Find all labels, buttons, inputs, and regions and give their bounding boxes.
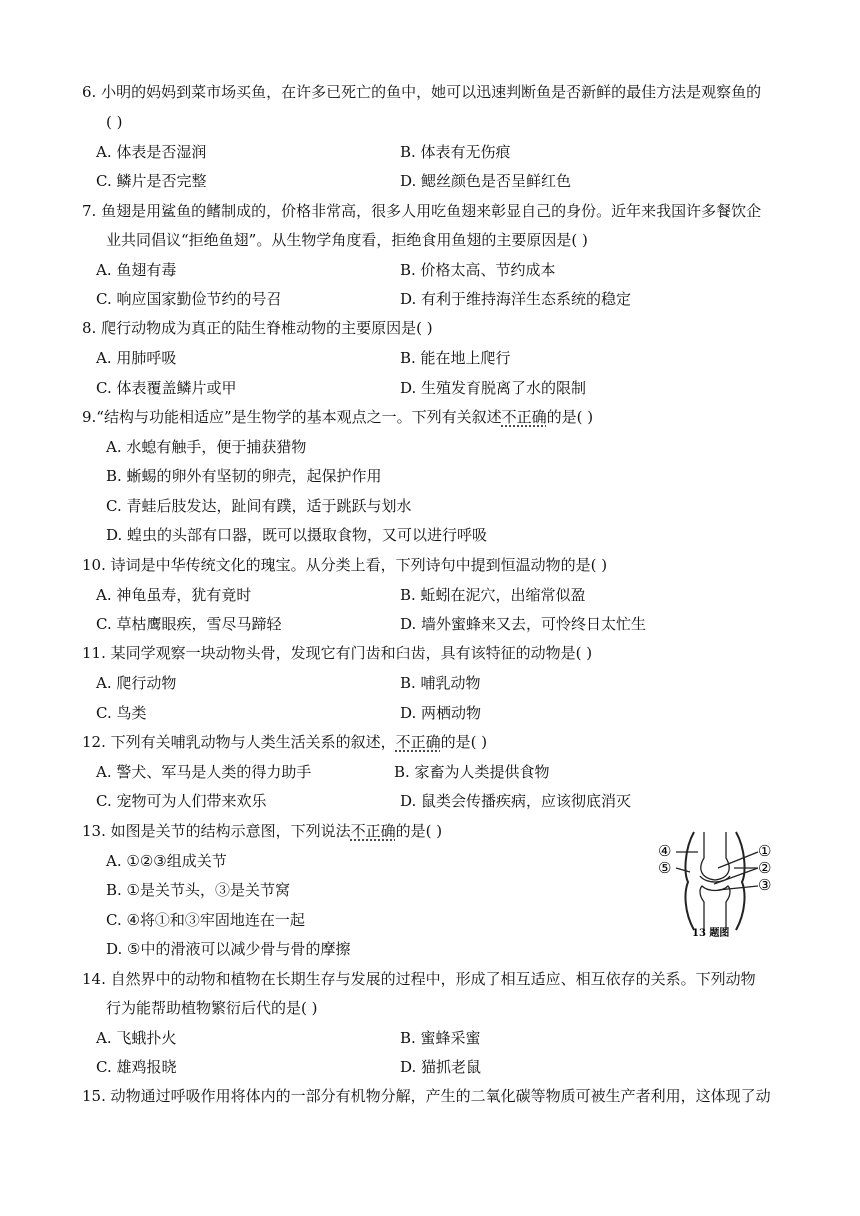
- q6-option-a: A. 体表是否湿润: [96, 143, 207, 161]
- q9-stem-post: 的是( ): [546, 408, 594, 426]
- q9-option-d: D. 蝗虫的头部有口器，既可以摄取食物，又可以进行呼吸: [106, 526, 488, 544]
- q12-stem-post: 的是( ): [440, 733, 488, 751]
- q14-stem: 14. 自然界中的动物和植物在长期生存与发展的过程中，形成了相互适应、相互依存的关系。下列动物: [82, 970, 756, 988]
- q7-option-b: B. 价格太高、节约成本: [400, 261, 556, 279]
- q14-option-a: A. 飞蛾扑火: [96, 1029, 177, 1047]
- q10-option-c: C. 草枯鹰眼疾，雪尽马蹄轻: [96, 615, 282, 633]
- figure-caption: 13 题图: [692, 928, 730, 939]
- q14-option-b: B. 蜜蜂采蜜: [400, 1029, 481, 1047]
- q13-stem-pre: 13. 如图是关节的结构示意图，下列说法: [82, 822, 351, 840]
- q7-stem: 7. 鱼翅是用鲨鱼的鳍制成的，价格非常高，很多人用吃鱼翅来彰显自己的身份。近年来我国许多餐饮企: [82, 202, 762, 220]
- q13-stem: [82, 821, 442, 841]
- q12-option-c: C. 宠物可为人们带来欢乐: [96, 792, 267, 810]
- q13-option-d: D. ⑤中的滑液可以减少骨与骨的摩擦: [106, 940, 351, 958]
- q13-option-b: B. ①是关节头，③是关节窝: [106, 881, 291, 899]
- q12-stem: [82, 732, 487, 752]
- q11-option-d: D. 两栖动物: [400, 704, 482, 722]
- q10-option-d: D. 墙外蜜蜂来又去，可怜终日太忙生: [400, 615, 647, 633]
- q14-option-d: D. 猫抓老鼠: [400, 1058, 482, 1076]
- q11-option-c: C. 鸟类: [96, 704, 147, 722]
- label-3: ③: [758, 876, 772, 894]
- q10-option-a: A. 神龟虽寿，犹有竟时: [96, 586, 252, 604]
- q8-option-d: D. 生殖发育脱离了水的限制: [400, 379, 587, 397]
- q7-option-d: D. 有利于维持海洋生态系统的稳定: [400, 290, 632, 308]
- q6-option-b: B. 体表有无伤痕: [400, 143, 511, 161]
- q12-option-d: D. 鼠类会传播疾病，应该彻底消灭: [400, 792, 632, 810]
- q12-option-a: A. 警犬、军马是人类的得力助手: [96, 763, 312, 781]
- q7-stem-cont: 业共同倡议“拒绝鱼翅”。从生物学角度看，拒绝食用鱼翅的主要原因是( ): [106, 231, 588, 249]
- q12-option-b: B. 家畜为人类提供食物: [394, 763, 550, 781]
- q13-option-a: A. ①②③组成关节: [106, 852, 227, 870]
- q8-option-b: B. 能在地上爬行: [400, 349, 511, 367]
- q6-blank: ( ): [106, 113, 123, 131]
- q15-stem: 15. 动物通过呼吸作用将体内的一部分有机物分解，产生的二氧化碳等物质可被生产者利用，这体现了动: [82, 1087, 771, 1105]
- q9-stem: [82, 407, 593, 427]
- q13-option-c: C. ④将①和③牢固地连在一起: [106, 911, 305, 929]
- q11-option-b: B. 哺乳动物: [400, 674, 481, 692]
- q10-stem: 10. 诗词是中华传统文化的瑰宝。从分类上看，下列诗句中提到恒温动物的是( ): [82, 556, 608, 574]
- label-2: ②: [758, 859, 772, 877]
- q11-stem: 11. 某同学观察一块动物头骨，发现它有门齿和臼齿，具有该特征的动物是( ): [82, 644, 593, 662]
- q8-stem: 8. 爬行动物成为真正的陆生脊椎动物的主要原因是( ): [82, 319, 433, 337]
- label-5: ⑤: [658, 859, 672, 877]
- q9-option-b: B. 蜥蜴的卵外有坚韧的卵壳，起保护作用: [106, 467, 382, 485]
- q13-emphasis: 不正确: [350, 822, 396, 840]
- q14-option-c: C. 雄鸡报晓: [96, 1058, 177, 1076]
- q7-option-c: C. 响应国家勤俭节约的号召: [96, 290, 282, 308]
- joint-drawing: [676, 832, 758, 930]
- q14-stem-cont: 行为能帮助植物繁衍后代的是( ): [106, 999, 318, 1017]
- q6-option-d: D. 鳃丝颜色是否呈鲜红色: [400, 172, 572, 190]
- q9-stem-pre: 9.“结构与功能相适应”是生物学的基本观点之一。下列有关叙述: [82, 408, 502, 426]
- q12-stem-pre: 12. 下列有关哺乳动物与人类生活关系的叙述，: [82, 733, 396, 751]
- q13-stem-post: 的是( ): [395, 822, 443, 840]
- q9-option-c: C. 青蛙后肢发达，趾间有蹼，适于跳跃与划水: [106, 497, 412, 515]
- q8-option-a: A. 用肺呼吸: [96, 349, 177, 367]
- label-4: ④: [658, 842, 672, 860]
- q9-option-a: A. 水螅有触手，便于捕获猎物: [106, 438, 307, 456]
- q11-option-a: A. 爬行动物: [96, 674, 177, 692]
- q12-emphasis: 不正确: [395, 733, 441, 751]
- q10-option-b: B. 蚯蚓在泥穴，出缩常似盈: [400, 586, 586, 604]
- label-1: ①: [758, 842, 772, 860]
- q6-option-c: C. 鳞片是否完整: [96, 172, 207, 190]
- q9-emphasis: 不正确: [501, 408, 547, 426]
- q7-option-a: A. 鱼翅有毒: [96, 261, 177, 279]
- joint-structure-diagram: [654, 828, 774, 940]
- q6-stem: 6. 小明的妈妈到菜市场买鱼，在许多已死亡的鱼中，她可以迅速判断鱼是否新鲜的最佳方法是观察鱼的: [82, 83, 762, 101]
- q8-option-c: C. 体表覆盖鳞片或甲: [96, 379, 237, 397]
